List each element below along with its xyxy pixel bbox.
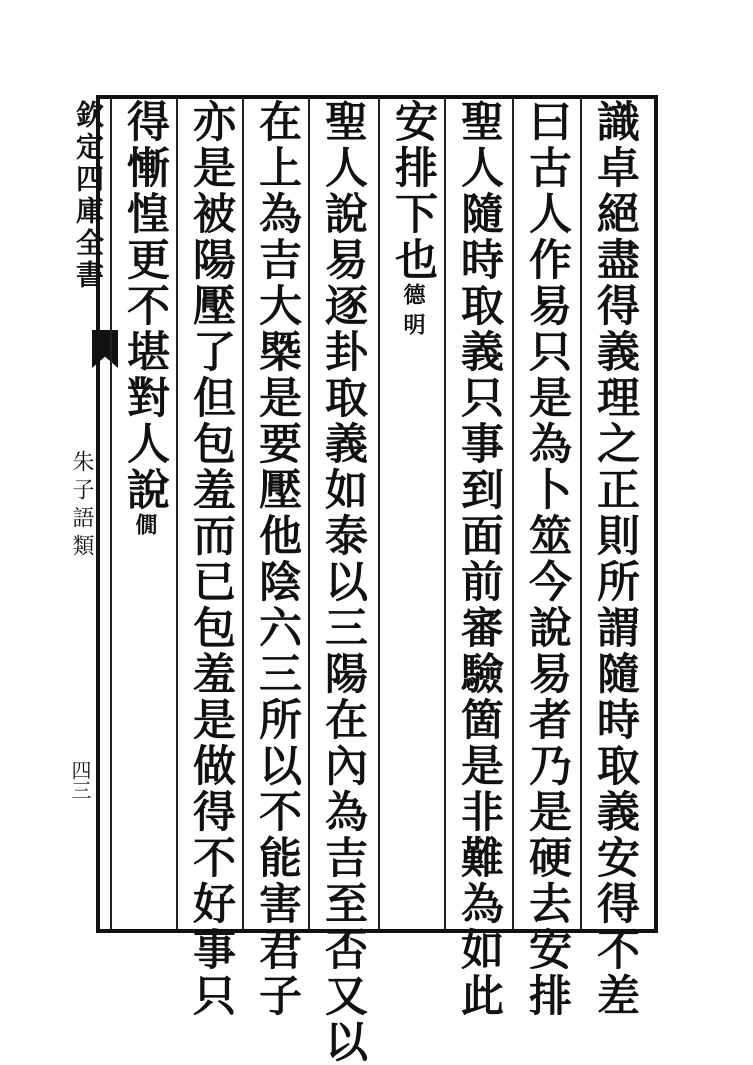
column-text: 得慚惶更不堪對人說 [120,99,170,513]
text-column-3 [452,99,506,1019]
column-divider [580,99,582,929]
text-column-4 [386,99,440,929]
column-text: 曰古人作易只是為卜筮今說易者乃是硬去安排 [522,99,572,1019]
column-divider [378,99,380,929]
column-text: 亦是被陽壓了但包羞而已包羞是做得不好事只 [186,99,236,1019]
column-divider [242,99,244,929]
column-divider [176,99,178,929]
text-column-5 [316,99,370,1065]
margin-strip [96,99,112,929]
column-divider [512,99,514,929]
interlinear-note: 僩 [132,513,158,543]
interlinear-note: 德明 [400,283,426,343]
margin-book-name: 朱子語類 [69,450,94,562]
column-text: 聖人隨時取義只事到面前審驗箇是非難為如此 [454,99,504,1019]
column-text: 安排下也 [388,99,438,283]
column-text: 在上為吉大槩是要壓他陰六三所以不能害君子 [252,99,302,1019]
column-divider [308,99,310,929]
text-column-8 [118,99,172,929]
text-column-2 [520,99,574,1019]
margin-title: 欽定四庫全書 [72,100,105,292]
margin-page-number: 四三 [68,760,92,800]
text-column-1 [588,99,642,1019]
text-column-6 [250,99,304,1019]
column-text: 聖人說易逐卦取義如泰以三陽在內為吉至否又以 [318,99,368,1065]
column-divider [444,99,446,929]
column-text: 識卓絕盡得義理之正則所謂隨時取義安得不差 [590,99,640,1019]
text-column-7 [184,99,238,1019]
